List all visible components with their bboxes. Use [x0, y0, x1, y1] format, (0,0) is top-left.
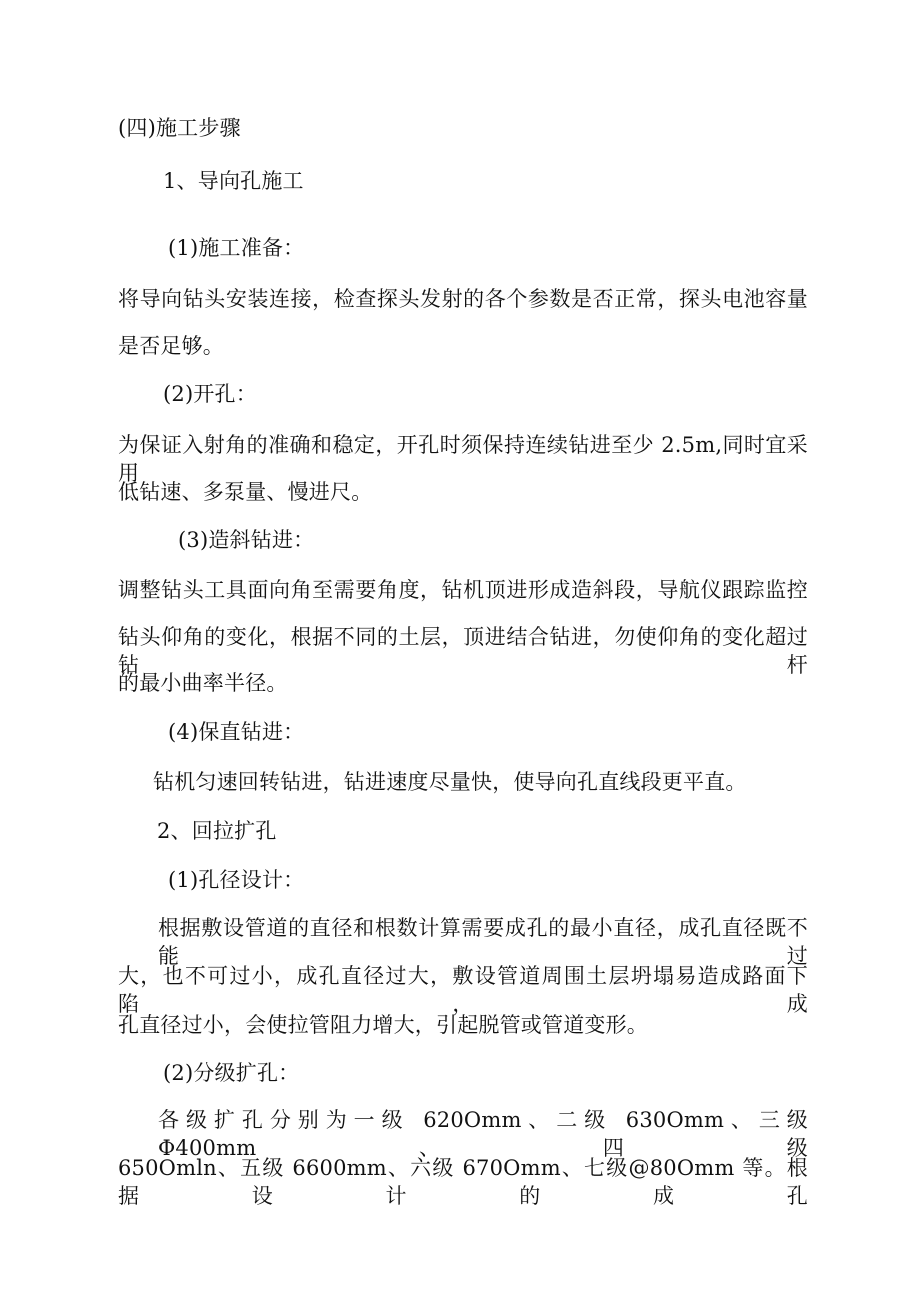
subsection-heading: 2、回拉扩孔 [157, 819, 277, 843]
paragraph-line: 650Omln、五级 6600mm、六级 670Omm、七级@80Omm 等。根据设计的成孔 [118, 1156, 808, 1208]
item-heading: (2)分级扩孔： [163, 1061, 300, 1085]
item-heading: (1)施工准备： [168, 236, 305, 260]
item-heading: (4)保直钻进： [168, 720, 305, 744]
paragraph-line: 将导向钻头安装连接，检查探头发射的各个参数是否正常，探头电池容量 [118, 287, 808, 311]
paragraph-line: 钻机匀速回转钻进，钻进速度尽量快，使导向孔直线段更平直。 [153, 770, 747, 794]
paragraph-line: 是否足够。 [118, 334, 224, 358]
paragraph-line: 的最小曲率半径。 [118, 671, 288, 695]
paragraph-line: 低钻速、多泵量、慢进尺。 [118, 480, 373, 504]
subsection-heading: 1、导向孔施工 [163, 169, 304, 193]
paragraph-line: 根据敷设管道的直径和根数计算需要成孔的最小直径，成孔直径既不能过 [158, 916, 808, 968]
paragraph-line: 调整钻头工具面向角至需要角度，钻机顶进形成造斜段，导航仪跟踪监控 [118, 578, 808, 602]
paragraph-line: 大，也不可过小，成孔直径过大，敷设管道周围土层坍塌易造成路面下陷，成 [118, 964, 808, 1016]
paragraph-line: 孔直径过小，会使拉管阻力增大，引起脱管或管道变形。 [118, 1013, 648, 1037]
item-heading: (2)开孔： [163, 382, 257, 406]
item-heading: (3)造斜钻进： [178, 528, 315, 552]
section-heading: (四)施工步骤 [118, 116, 241, 140]
item-heading: (1)孔径设计： [168, 868, 305, 892]
paragraph-line: 各级扩孔分别为一级 620Omm、二级 630Omm、三级 Φ400mm、四级 [158, 1108, 808, 1160]
paragraph-line: 为保证入射角的准确和稳定，开孔时须保持连续钻进至少 2.5m,同时宜采用 [118, 433, 808, 485]
paragraph-line: 钻头仰角的变化，根据不同的土层，顶进结合钻进，勿使仰角的变化超过钻杆 [118, 625, 808, 677]
